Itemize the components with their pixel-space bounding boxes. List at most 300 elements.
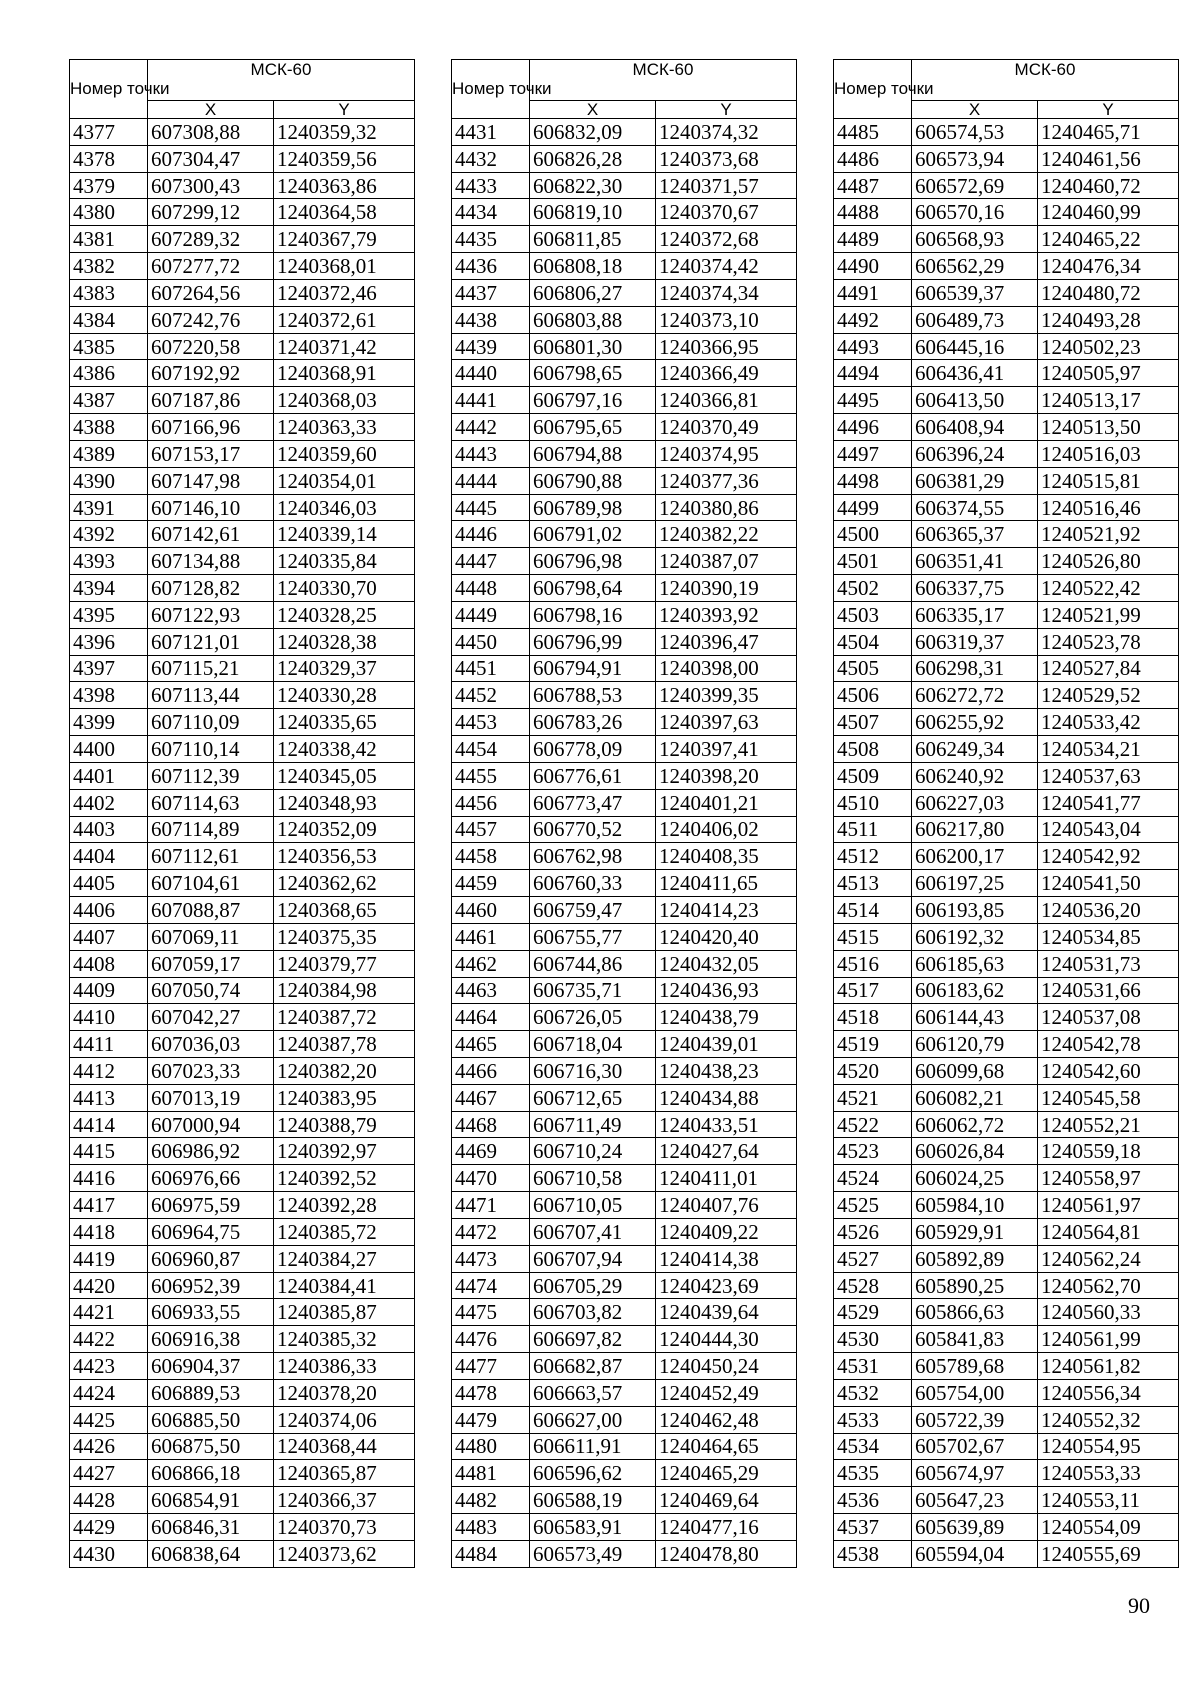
x-coordinate-cell: 605702,67 [912,1433,1038,1460]
y-coordinate-cell: 1240476,34 [1038,253,1179,280]
table-row [452,253,797,280]
y-coordinate-cell: 1240368,91 [274,360,415,387]
table-row [834,119,1179,146]
x-coordinate-cell: 607050,74 [148,977,274,1004]
y-coordinate-cell: 1240444,30 [656,1326,797,1353]
point-number-cell: 4515 [834,923,912,950]
x-coordinate-cell: 606933,55 [148,1299,274,1326]
point-number-cell: 4427 [70,1460,148,1487]
y-coordinate-cell: 1240374,34 [656,279,797,306]
table-row [452,1084,797,1111]
table-row [70,1299,415,1326]
point-number-cell: 4529 [834,1299,912,1326]
point-number-cell: 4384 [70,306,148,333]
y-coordinate-cell: 1240523,78 [1038,628,1179,655]
x-coordinate-cell: 606819,10 [530,199,656,226]
y-coordinate-cell: 1240562,70 [1038,1272,1179,1299]
x-coordinate-cell: 607115,21 [148,655,274,682]
y-coordinate-cell: 1240536,20 [1038,897,1179,924]
x-coordinate-cell: 606762,98 [530,843,656,870]
table-row [452,575,797,602]
point-number-cell: 4469 [452,1138,530,1165]
y-coordinate-cell: 1240464,65 [656,1433,797,1460]
x-coordinate-cell: 606489,73 [912,306,1038,333]
coordinate-system-header: МСК-60 [530,60,797,101]
point-number-cell: 4494 [834,360,912,387]
point-number-cell: 4477 [452,1353,530,1380]
point-number-cell: 4524 [834,1165,912,1192]
x-coordinate-cell: 606904,37 [148,1353,274,1380]
y-coordinate-cell: 1240359,56 [274,145,415,172]
x-coordinate-cell: 607147,98 [148,467,274,494]
y-coordinate-cell: 1240420,40 [656,923,797,950]
point-number-cell: 4495 [834,387,912,414]
point-number-cell: 4454 [452,736,530,763]
table-row [834,1514,1179,1541]
table-row [834,601,1179,628]
point-number-cell: 4474 [452,1272,530,1299]
x-coordinate-cell: 606798,64 [530,575,656,602]
table-row [834,1138,1179,1165]
table-body [452,119,797,1568]
point-number-cell: 4441 [452,387,530,414]
point-number-cell: 4523 [834,1138,912,1165]
table-row [452,1514,797,1541]
point-number-cell: 4463 [452,977,530,1004]
point-number-cell: 4499 [834,494,912,521]
point-number-cell: 4411 [70,1031,148,1058]
y-coordinate-cell: 1240561,82 [1038,1353,1179,1380]
point-number-cell: 4479 [452,1406,530,1433]
table-row [834,333,1179,360]
x-coordinate-cell: 606381,29 [912,467,1038,494]
point-number-cell: 4449 [452,601,530,628]
point-number-cell: 4460 [452,897,530,924]
y-coordinate-cell: 1240368,01 [274,253,415,280]
table-row [70,1353,415,1380]
table-row [70,333,415,360]
y-coordinate-cell: 1240414,38 [656,1245,797,1272]
x-coordinate-cell: 606374,55 [912,494,1038,521]
table-row [834,1299,1179,1326]
table-row [70,279,415,306]
x-coordinate-cell: 606790,88 [530,467,656,494]
table-row [452,897,797,924]
y-coordinate-cell: 1240392,52 [274,1165,415,1192]
point-number-cell: 4430 [70,1540,148,1567]
coordinate-system-header: МСК-60 [912,60,1179,101]
y-coordinate-cell: 1240329,37 [274,655,415,682]
x-coordinate-cell: 606838,64 [148,1540,274,1567]
point-number-cell: 4489 [834,226,912,253]
y-coordinate-cell: 1240374,32 [656,119,797,146]
point-number-cell: 4445 [452,494,530,521]
x-coordinate-cell: 606099,68 [912,1057,1038,1084]
point-number-cell: 4490 [834,253,912,280]
point-number-cell: 4453 [452,709,530,736]
x-coordinate-cell: 606710,05 [530,1192,656,1219]
point-number-cell: 4501 [834,548,912,575]
y-coordinate-cell: 1240531,66 [1038,977,1179,1004]
point-number-cell: 4496 [834,414,912,441]
point-number-cell: 4442 [452,414,530,441]
y-coordinate-cell: 1240385,87 [274,1299,415,1326]
y-coordinate-cell: 1240373,68 [656,145,797,172]
x-coordinate-cell: 607112,39 [148,762,274,789]
point-number-cell: 4534 [834,1433,912,1460]
y-coordinate-cell: 1240531,73 [1038,950,1179,977]
point-number-header: Номер точки [452,60,530,119]
table-row [70,1460,415,1487]
y-coordinate-cell: 1240552,21 [1038,1111,1179,1138]
x-coordinate-cell: 607242,76 [148,306,274,333]
y-coordinate-cell: 1240516,03 [1038,440,1179,467]
x-coordinate-cell: 606574,53 [912,119,1038,146]
point-number-cell: 4483 [452,1514,530,1541]
y-coordinate-cell: 1240432,05 [656,950,797,977]
table-row [70,1031,415,1058]
y-coordinate-cell: 1240554,09 [1038,1514,1179,1541]
table-row [70,306,415,333]
x-coordinate-cell: 607142,61 [148,521,274,548]
x-coordinate-cell: 607308,88 [148,119,274,146]
point-number-cell: 4458 [452,843,530,870]
table-row [452,548,797,575]
y-coordinate-cell: 1240513,17 [1038,387,1179,414]
point-number-cell: 4403 [70,816,148,843]
point-number-cell: 4459 [452,870,530,897]
point-number-cell: 4520 [834,1057,912,1084]
table-row [452,279,797,306]
point-number-cell: 4505 [834,655,912,682]
table-row [70,682,415,709]
x-coordinate-cell: 606703,82 [530,1299,656,1326]
y-coordinate-cell: 1240522,42 [1038,575,1179,602]
y-coordinate-cell: 1240559,18 [1038,1138,1179,1165]
point-number-cell: 4410 [70,1004,148,1031]
x-coordinate-cell: 606726,05 [530,1004,656,1031]
x-coordinate-cell: 606062,72 [912,1111,1038,1138]
x-coordinate-cell: 607277,72 [148,253,274,280]
point-number-cell: 4473 [452,1245,530,1272]
x-coordinate-cell: 605866,63 [912,1299,1038,1326]
table-row [70,977,415,1004]
x-coordinate-cell: 606826,28 [530,145,656,172]
y-coordinate-cell: 1240368,03 [274,387,415,414]
x-coordinate-cell: 606217,80 [912,816,1038,843]
point-number-cell: 4437 [452,279,530,306]
point-number-cell: 4404 [70,843,148,870]
table-row [70,145,415,172]
x-coordinate-cell: 607023,33 [148,1057,274,1084]
y-coordinate-cell: 1240553,11 [1038,1487,1179,1514]
point-number-cell: 4448 [452,575,530,602]
point-number-cell: 4456 [452,789,530,816]
x-coordinate-cell: 607153,17 [148,440,274,467]
y-column-header: Y [1038,101,1179,119]
x-coordinate-cell: 606986,92 [148,1138,274,1165]
y-coordinate-cell: 1240374,42 [656,253,797,280]
x-coordinate-cell: 606960,87 [148,1245,274,1272]
x-column-header: X [148,101,274,119]
x-coordinate-cell: 606952,39 [148,1272,274,1299]
table-row [452,1192,797,1219]
x-coordinate-cell: 606583,91 [530,1514,656,1541]
x-coordinate-cell: 607000,94 [148,1111,274,1138]
x-coordinate-cell: 606710,24 [530,1138,656,1165]
y-coordinate-cell: 1240359,32 [274,119,415,146]
x-coordinate-cell: 606192,32 [912,923,1038,950]
table-row [452,1433,797,1460]
table-row [452,1031,797,1058]
table-row [452,306,797,333]
table-row [452,440,797,467]
x-coordinate-cell: 606875,50 [148,1433,274,1460]
point-number-cell: 4423 [70,1353,148,1380]
table-row [452,226,797,253]
point-number-cell: 4521 [834,1084,912,1111]
y-coordinate-cell: 1240553,33 [1038,1460,1179,1487]
point-number-cell: 4475 [452,1299,530,1326]
table-row [452,977,797,1004]
x-coordinate-cell: 606885,50 [148,1406,274,1433]
point-number-cell: 4420 [70,1272,148,1299]
x-coordinate-cell: 607113,44 [148,682,274,709]
table-row [70,1514,415,1541]
point-number-cell: 4413 [70,1084,148,1111]
point-number-cell: 4503 [834,601,912,628]
x-coordinate-cell: 607289,32 [148,226,274,253]
point-number-cell: 4390 [70,467,148,494]
x-coordinate-cell: 606663,57 [530,1379,656,1406]
table-row [834,279,1179,306]
table-row [834,360,1179,387]
y-coordinate-cell: 1240370,49 [656,414,797,441]
y-coordinate-cell: 1240462,48 [656,1406,797,1433]
x-column-header: X [530,101,656,119]
y-coordinate-cell: 1240533,42 [1038,709,1179,736]
x-coordinate-cell: 606797,16 [530,387,656,414]
x-coordinate-cell: 606783,26 [530,709,656,736]
table-row [70,575,415,602]
table-row [834,1218,1179,1245]
y-coordinate-cell: 1240392,28 [274,1192,415,1219]
y-coordinate-cell: 1240502,23 [1038,333,1179,360]
y-coordinate-cell: 1240407,76 [656,1192,797,1219]
x-coordinate-cell: 606682,87 [530,1353,656,1380]
table-row [70,1272,415,1299]
y-coordinate-cell: 1240356,53 [274,843,415,870]
table-row [834,655,1179,682]
x-coordinate-cell: 606445,16 [912,333,1038,360]
table-row [834,762,1179,789]
point-number-cell: 4530 [834,1326,912,1353]
x-coordinate-cell: 607114,89 [148,816,274,843]
point-number-cell: 4421 [70,1299,148,1326]
x-coordinate-cell: 606711,49 [530,1111,656,1138]
point-number-cell: 4538 [834,1540,912,1567]
y-coordinate-cell: 1240330,70 [274,575,415,602]
x-coordinate-cell: 606778,09 [530,736,656,763]
table-row [452,145,797,172]
point-number-cell: 4513 [834,870,912,897]
table-row [452,360,797,387]
point-number-cell: 4481 [452,1460,530,1487]
table-row [834,575,1179,602]
x-coordinate-cell: 606539,37 [912,279,1038,306]
x-coordinate-cell: 606718,04 [530,1031,656,1058]
point-number-cell: 4381 [70,226,148,253]
point-number-cell: 4428 [70,1487,148,1514]
y-coordinate-cell: 1240364,58 [274,199,415,226]
point-number-cell: 4408 [70,950,148,977]
table-row [452,1326,797,1353]
point-number-cell: 4536 [834,1487,912,1514]
y-coordinate-cell: 1240372,68 [656,226,797,253]
table-row [834,1379,1179,1406]
table-row [452,655,797,682]
y-coordinate-cell: 1240398,20 [656,762,797,789]
point-number-cell: 4431 [452,119,530,146]
table-row [70,226,415,253]
table-row [70,1165,415,1192]
x-coordinate-cell: 606712,65 [530,1084,656,1111]
x-coordinate-cell: 607112,61 [148,843,274,870]
y-coordinate-cell: 1240348,93 [274,789,415,816]
y-coordinate-cell: 1240387,72 [274,1004,415,1031]
table-row [834,548,1179,575]
x-coordinate-cell: 606436,41 [912,360,1038,387]
table-row [452,333,797,360]
point-number-cell: 4476 [452,1326,530,1353]
y-coordinate-cell: 1240366,81 [656,387,797,414]
table-row [834,1460,1179,1487]
table-row [70,843,415,870]
x-coordinate-cell: 606185,63 [912,950,1038,977]
x-coordinate-cell: 606337,75 [912,575,1038,602]
y-coordinate-cell: 1240541,77 [1038,789,1179,816]
y-coordinate-cell: 1240382,20 [274,1057,415,1084]
y-coordinate-cell: 1240328,38 [274,628,415,655]
point-number-cell: 4393 [70,548,148,575]
x-coordinate-cell: 605929,91 [912,1218,1038,1245]
x-coordinate-cell: 606794,88 [530,440,656,467]
point-number-cell: 4504 [834,628,912,655]
point-number-cell: 4429 [70,1514,148,1541]
x-coordinate-cell: 607121,01 [148,628,274,655]
x-coordinate-cell: 606806,27 [530,279,656,306]
table-row [834,1004,1179,1031]
table-row [70,467,415,494]
point-number-cell: 4486 [834,145,912,172]
table-row [70,253,415,280]
table-row [834,253,1179,280]
y-coordinate-cell: 1240335,65 [274,709,415,736]
table-row [70,950,415,977]
x-column-header: X [912,101,1038,119]
table-row [70,521,415,548]
point-number-cell: 4402 [70,789,148,816]
table-row [70,360,415,387]
table-row [834,1057,1179,1084]
y-coordinate-cell: 1240434,88 [656,1084,797,1111]
point-number-cell: 4447 [452,548,530,575]
point-number-cell: 4493 [834,333,912,360]
y-coordinate-cell: 1240372,61 [274,306,415,333]
point-number-cell: 4467 [452,1084,530,1111]
table-row [452,628,797,655]
table-row [834,682,1179,709]
table-row [834,440,1179,467]
y-coordinate-cell: 1240385,72 [274,1218,415,1245]
table-row [834,950,1179,977]
table-row [834,1326,1179,1353]
point-number-cell: 4396 [70,628,148,655]
x-coordinate-cell: 607036,03 [148,1031,274,1058]
point-number-cell: 4401 [70,762,148,789]
y-coordinate-cell: 1240534,85 [1038,923,1179,950]
point-number-cell: 4470 [452,1165,530,1192]
y-coordinate-cell: 1240542,92 [1038,843,1179,870]
table-row [452,816,797,843]
point-number-cell: 4397 [70,655,148,682]
point-number-cell: 4433 [452,172,530,199]
y-coordinate-cell: 1240363,33 [274,414,415,441]
table-row [452,843,797,870]
point-number-cell: 4471 [452,1192,530,1219]
y-coordinate-cell: 1240436,93 [656,977,797,1004]
x-coordinate-cell: 606744,86 [530,950,656,977]
x-coordinate-cell: 605789,68 [912,1353,1038,1380]
y-coordinate-cell: 1240366,95 [656,333,797,360]
x-coordinate-cell: 606082,21 [912,1084,1038,1111]
x-coordinate-cell: 606197,25 [912,870,1038,897]
point-number-cell: 4531 [834,1353,912,1380]
y-coordinate-cell: 1240386,33 [274,1353,415,1380]
table-row [452,923,797,950]
x-coordinate-cell: 606846,31 [148,1514,274,1541]
x-coordinate-cell: 607088,87 [148,897,274,924]
y-coordinate-cell: 1240373,62 [274,1540,415,1567]
x-coordinate-cell: 606791,02 [530,521,656,548]
y-coordinate-cell: 1240365,87 [274,1460,415,1487]
x-coordinate-cell: 606832,09 [530,119,656,146]
point-number-cell: 4510 [834,789,912,816]
table-row [452,950,797,977]
table-row [452,494,797,521]
x-coordinate-cell: 606319,37 [912,628,1038,655]
table-row [452,1272,797,1299]
table-row [70,1245,415,1272]
point-number-cell: 4509 [834,762,912,789]
x-coordinate-cell: 606365,37 [912,521,1038,548]
x-coordinate-cell: 606759,47 [530,897,656,924]
table-row [452,1245,797,1272]
table-row [834,199,1179,226]
x-coordinate-cell: 606866,18 [148,1460,274,1487]
x-coordinate-cell: 606562,29 [912,253,1038,280]
point-number-cell: 4522 [834,1111,912,1138]
table-row [70,1057,415,1084]
page-number: 90 [1128,1593,1150,1618]
point-number-cell: 4478 [452,1379,530,1406]
point-number-cell: 4466 [452,1057,530,1084]
x-coordinate-cell: 606272,72 [912,682,1038,709]
table-row [70,119,415,146]
point-number-cell: 4386 [70,360,148,387]
y-coordinate-cell: 1240338,42 [274,736,415,763]
table-row [70,387,415,414]
